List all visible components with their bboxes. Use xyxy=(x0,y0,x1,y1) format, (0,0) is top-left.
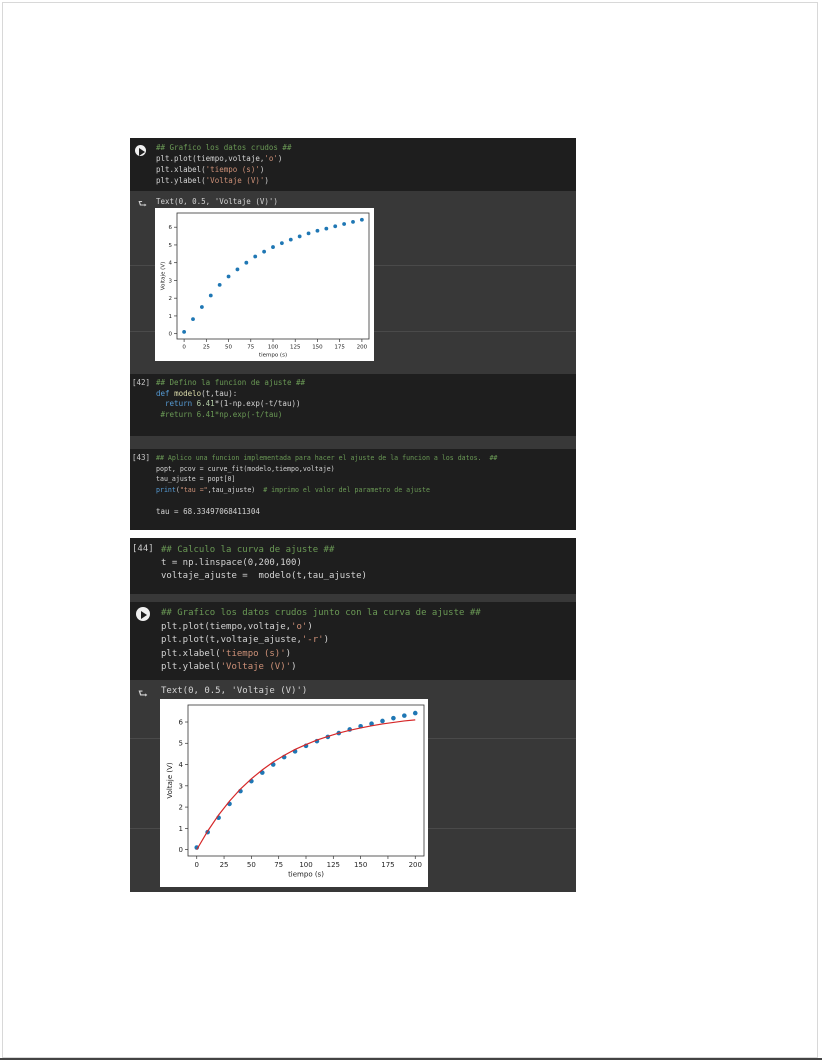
data-point xyxy=(316,229,320,233)
code-line: #return 6.41*np.exp(-t/tau) xyxy=(156,409,283,419)
play-circle-icon[interactable] xyxy=(135,145,146,156)
code-line: plt.xlabel('tiempo (s)') xyxy=(156,165,265,174)
data-point xyxy=(236,268,240,272)
x-axis-label: tiempo (s) xyxy=(258,352,288,359)
y-tick-label: 5 xyxy=(178,739,183,748)
data-point xyxy=(307,232,311,236)
code-block xyxy=(156,378,305,420)
code-line: popt, pcov = curve_fit(modelo,tiempo,voltaje) xyxy=(156,464,335,473)
x-tick-label: 0 xyxy=(194,861,199,869)
output-area xyxy=(130,680,576,892)
code-line: plt.ylabel('Voltaje (V)') xyxy=(161,662,297,672)
data-point xyxy=(280,241,284,245)
code-block xyxy=(156,453,497,495)
cell-prompt: [43] xyxy=(132,453,151,462)
x-tick-label: 50 xyxy=(225,344,233,351)
y-axis-label: Voltaje (V) xyxy=(165,762,174,799)
code-line: ## Aplico una funcion implementada para hacer el ajuste de la funcion a los datos. ## xyxy=(156,454,498,462)
x-tick-label: 175 xyxy=(334,344,345,351)
code-line: print("tau =",tau_ajuste) # imprimo el valor del parametro de ajuste xyxy=(156,485,430,494)
chart-raw-data xyxy=(155,208,374,361)
y-tick-label: 6 xyxy=(178,718,183,727)
notebook-screenshot-2 xyxy=(130,538,576,892)
output-tau-value: tau = 68.33497068411304 xyxy=(156,507,260,516)
x-tick-label: 75 xyxy=(274,861,284,869)
y-tick-label: 0 xyxy=(178,846,183,855)
cell-prompt: [44] xyxy=(132,544,154,554)
data-point xyxy=(360,218,364,222)
data-point xyxy=(200,305,204,309)
data-point xyxy=(342,222,346,226)
code-line: return 6.41*(1-np.exp(-t/tau)) xyxy=(165,399,301,408)
code-cell-plot xyxy=(130,138,576,191)
data-point xyxy=(391,716,396,721)
x-axis-label: tiempo (s) xyxy=(288,870,324,879)
y-tick-label: 4 xyxy=(178,760,183,769)
data-point xyxy=(351,220,355,224)
code-line: plt.plot(tiempo,voltaje,'o') xyxy=(161,621,313,632)
code-line: plt.plot(tiempo,voltaje,'o') xyxy=(156,154,283,163)
code-line: voltaje_ajuste = modelo(t,tau_ajuste) xyxy=(161,571,367,581)
x-tick-label: 200 xyxy=(356,344,368,351)
code-block xyxy=(161,607,481,675)
code-line: tau_ajuste = popt[0] xyxy=(156,475,236,483)
cell-prompt: [42] xyxy=(132,378,151,387)
code-block xyxy=(161,544,367,583)
data-point xyxy=(218,283,222,287)
plot-frame xyxy=(177,213,369,339)
data-point xyxy=(298,235,302,239)
y-tick-label: 3 xyxy=(168,278,172,285)
output-text: Text(0, 0.5, 'Voltaje (V)') xyxy=(161,686,308,696)
code-cell-combined-plot xyxy=(130,602,576,680)
x-tick-label: 50 xyxy=(246,861,256,869)
y-tick-label: 3 xyxy=(178,782,183,791)
output-area xyxy=(130,191,576,371)
data-point xyxy=(182,330,186,334)
x-tick-label: 25 xyxy=(202,344,210,351)
code-line: def modelo(t,tau): xyxy=(156,388,238,398)
x-tick-label: 125 xyxy=(326,861,341,869)
code-cell-fit-curve xyxy=(130,538,576,594)
y-tick-label: 1 xyxy=(178,824,183,833)
output-arrow-icon: ⮑ xyxy=(138,199,147,210)
data-point xyxy=(333,224,337,228)
data-point xyxy=(413,711,418,716)
y-tick-label: 1 xyxy=(168,313,172,320)
x-tick-label: 0 xyxy=(182,344,186,351)
plot-raw-data xyxy=(155,208,374,361)
y-tick-label: 2 xyxy=(178,803,183,812)
output-text: Text(0, 0.5, 'Voltaje (V)') xyxy=(156,197,278,206)
data-point xyxy=(289,238,293,242)
data-point xyxy=(380,719,385,724)
data-point xyxy=(402,713,407,718)
data-point xyxy=(191,317,195,321)
x-tick-label: 100 xyxy=(267,344,279,351)
x-tick-label: 100 xyxy=(299,861,313,869)
code-line: plt.ylabel('Voltaje (V)') xyxy=(156,176,269,185)
code-cell-curve-fit xyxy=(130,449,576,530)
fit-curve-line xyxy=(197,720,416,850)
output-arrow-icon: ⮑ xyxy=(138,687,148,700)
code-line: ## Grafico los datos crudos ## xyxy=(156,143,292,152)
code-line: t = np.linspace(0,200,100) xyxy=(161,558,302,568)
play-circle-icon[interactable] xyxy=(136,607,150,621)
y-tick-label: 4 xyxy=(168,260,172,267)
y-tick-label: 0 xyxy=(168,331,172,338)
x-tick-label: 175 xyxy=(381,861,395,869)
x-tick-label: 75 xyxy=(247,344,255,351)
code-line: plt.plot(t,voltaje_ajuste,'-r') xyxy=(161,635,329,645)
x-tick-label: 125 xyxy=(289,344,301,351)
data-point xyxy=(244,261,248,265)
data-point xyxy=(271,245,275,249)
code-block xyxy=(156,142,291,186)
code-line: ## Calculo la curva de ajuste ## xyxy=(161,545,335,555)
data-point xyxy=(324,227,328,231)
chart-data-with-fit xyxy=(160,699,428,887)
x-tick-label: 200 xyxy=(408,861,422,869)
x-tick-label: 150 xyxy=(312,344,323,351)
code-line: plt.xlabel('tiempo (s)') xyxy=(161,648,292,659)
x-tick-label: 25 xyxy=(219,861,229,869)
plot-frame xyxy=(188,705,424,856)
code-line: ## Defino la funcion de ajuste ## xyxy=(156,378,306,387)
data-point xyxy=(262,250,266,254)
notebook-screenshot-1 xyxy=(130,138,576,530)
data-point xyxy=(209,294,213,298)
code-cell-fit-function xyxy=(130,374,576,436)
plot-data-with-fit xyxy=(160,699,428,887)
y-tick-label: 5 xyxy=(168,242,172,249)
x-tick-label: 150 xyxy=(353,861,368,869)
y-axis-label: Voltaje (V) xyxy=(160,261,167,291)
code-line: ## Grafico los datos crudos junto con la curva de ajuste ## xyxy=(161,608,481,618)
data-point xyxy=(253,255,257,259)
page-bottom-edge xyxy=(0,1058,822,1060)
data-point xyxy=(227,275,231,279)
y-tick-label: 2 xyxy=(168,296,172,303)
y-tick-label: 6 xyxy=(168,225,172,232)
